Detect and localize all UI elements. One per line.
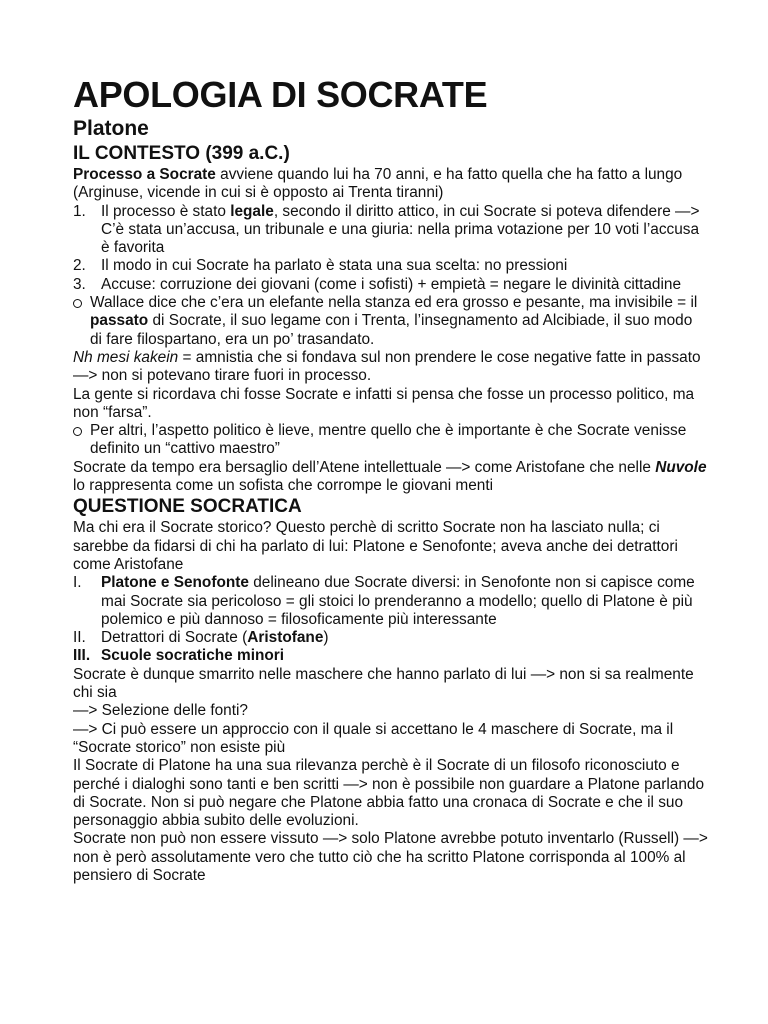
list-text: , secondo il diritto attico, in cui Socrate si poteva difendere —> C’è stata un’accusa, un tribunale e una giuria: nella prima votazione per 10 voti l’accusa è favorita <box>101 202 700 257</box>
paragraph-questione-intro: Ma chi era il Socrate storico? Questo perchè di scritto Socrate non ha lasciato nulla; ci sarebbe da fidarsi di chi ha parlato di lui: Platone e Senofonte; aveva anche dei detrattori come Aristofane <box>73 519 678 573</box>
section-heading-contesto: IL CONTESTO (399 a.C.) <box>73 143 290 164</box>
bullet-text: Wallace dice che c’era un elefante nella stanza ed era grosso e pesante, ma invisibile = il <box>90 294 698 312</box>
paragraph-gente: La gente si ricordava chi fosse Socrate e infatti si pensa che fosse un processo politico, ma non “farsa”. <box>73 385 695 421</box>
list-marker: I. <box>73 574 82 592</box>
circle-bullet-icon <box>73 427 82 436</box>
list-text: Il processo è stato <box>101 202 231 220</box>
numbered-item-1 <box>73 203 708 258</box>
bold-scuole-minori: Scuole socratiche minori <box>101 647 285 665</box>
list-text: delineano due Socrate diversi: in Senofonte non si capisce come mai Socrate sia pericoloso = gli stoici lo prenderanno a modello; quello di Platone è più polemico e più dannoso = filosoficamente più interessante <box>101 574 695 628</box>
circle-bullet-icon <box>73 299 82 308</box>
document-subtitle: Platone <box>73 117 149 140</box>
text-bersaglio: lo rappresenta come un sofista che corrompe le giovani menti <box>73 477 494 495</box>
paragraph-processo <box>73 166 708 203</box>
list-marker: III. <box>73 647 91 665</box>
paragraph-selezione-fonti: —> Selezione delle fonti? <box>73 702 248 720</box>
roman-item-1 <box>73 574 708 629</box>
bold-aristofane: Aristofane <box>247 629 324 647</box>
paragraph-russell: Socrate non può non essere vissuto —> solo Platone avrebbe potuto inventarlo (Russell) —> non è però assolutamente vero che tutto ciò che ha scritto Platone corrisponda al 100% al pensiero di Socrate <box>73 830 708 884</box>
list-marker: 2. <box>73 257 86 275</box>
paragraph-smarrito: Socrate è dunque smarrito nelle maschere che hanno parlato di lui —> non si sa realmente chi sia <box>73 665 694 702</box>
list-text: Il modo in cui Socrate ha parlato è stata una sua scelta: no pressioni <box>101 257 568 275</box>
roman-item-2 <box>73 629 708 647</box>
list-marker: 3. <box>73 275 86 293</box>
list-text: ) <box>323 629 329 647</box>
text-bersaglio: Socrate da tempo era bersaglio dell’Atene intellettuale —> come Aristofane che nelle <box>73 458 656 476</box>
bullet-text: Per altri, l’aspetto politico è lieve, mentre quello che è importante è che Socrate venisse definito un “cattivo maestro” <box>90 422 687 458</box>
paragraph-socrate-platone: Il Socrate di Platone ha una sua rilevanza perchè è il Socrate di un filosofo riconosciuto e perché i dialoghi sono tanti e ben scritti —> non è possibile non guardare a Platone parlando di Socrate. Non si può negare che Platone abbia fatto una cronaca di Socrate e che il suo personaggio abbia subito delle evoluzioni. <box>73 757 705 830</box>
list-text: Accuse: corruzione dei giovani (come i sofisti) + empietà = negare le divinità cittadine <box>101 275 682 293</box>
bold-processo: Processo a Socrate <box>73 166 216 183</box>
text-amnistia: = amnistia che si fondava sul non prendere le cose negative fatte in passato —> non si potevano tirare fuori in processo. <box>73 348 701 385</box>
roman-item-3 <box>73 647 708 665</box>
section-contesto <box>73 166 708 495</box>
section-questione <box>73 519 708 885</box>
numbered-item-3 <box>73 276 708 294</box>
list-text: Detrattori di Socrate ( <box>101 629 248 647</box>
bullet-text: di Socrate, il suo legame con i Trenta, l’insegnamento ad Alcibiade, il suo modo di fare filospartano, era un po’ trasandato. <box>90 312 693 348</box>
document-title: APOLOGIA DI SOCRATE <box>73 74 488 115</box>
list-marker: II. <box>73 629 86 647</box>
bold-italic-nuvole: Nuvole <box>655 458 707 476</box>
italic-nh-mesi-kakein: Nh mesi kakein <box>73 348 179 366</box>
bullet-item-altri <box>73 422 708 459</box>
list-marker: 1. <box>73 202 86 220</box>
bullet-item-wallace <box>73 294 708 349</box>
numbered-item-2 <box>73 257 708 275</box>
paragraph-bersaglio <box>73 459 708 496</box>
bold-passato: passato <box>90 312 149 330</box>
section-heading-questione: QUESTIONE SOCRATICA <box>73 496 302 518</box>
paragraph-amnistia <box>73 349 708 386</box>
bold-legale: legale <box>230 202 274 220</box>
text-processo: avviene quando lui ha 70 anni, e ha fatto quella che ha fatto a lungo (Arginuse, vicende in cui si è opposto ai Trenta tiranni) <box>73 166 683 202</box>
bold-platone-senofonte: Platone e Senofonte <box>101 574 249 592</box>
paragraph-maschere: —> Ci può essere un approccio con il quale si accettano le 4 maschere di Socrate, ma il “Socrate storico” non esiste più <box>73 720 674 756</box>
